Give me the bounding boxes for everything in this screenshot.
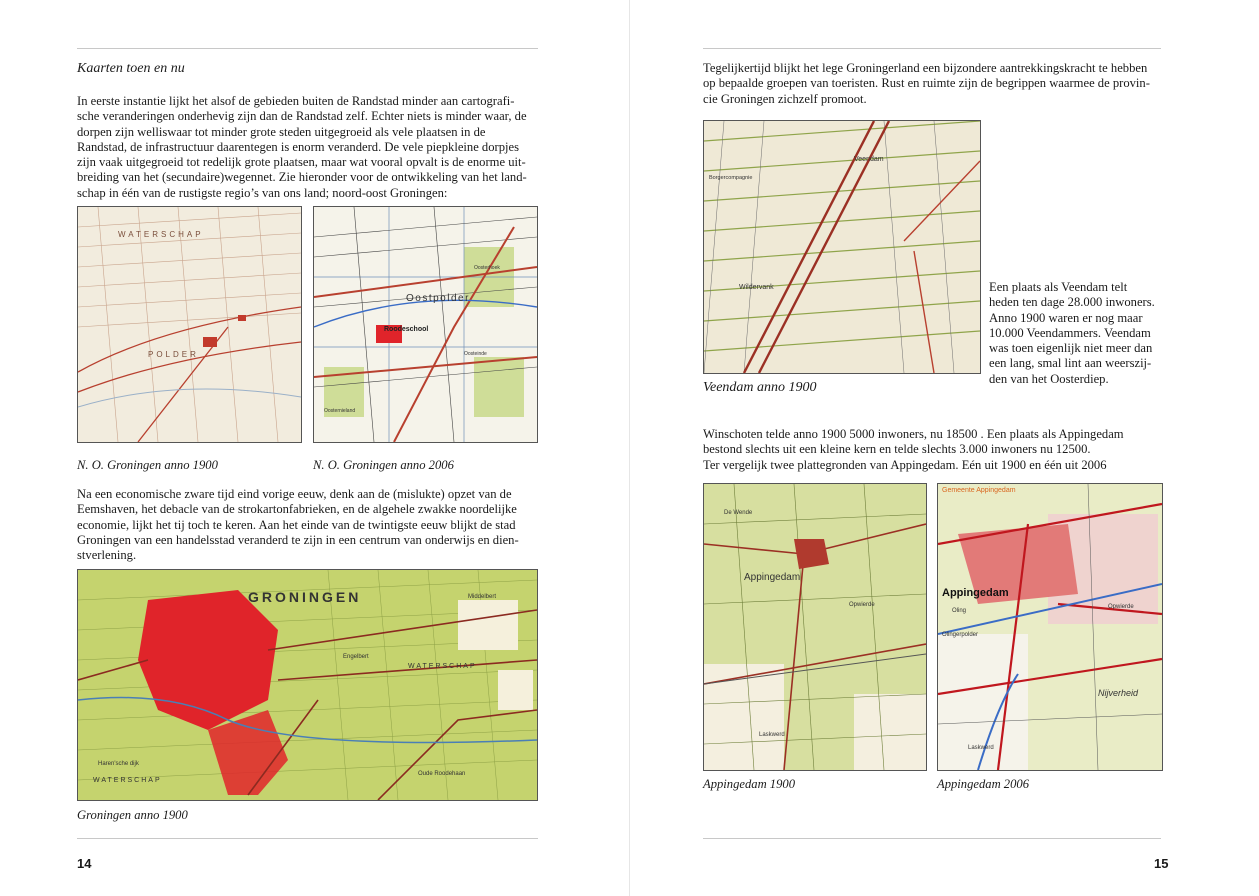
text-line: Een plaats als Veendam telt — [989, 280, 1128, 294]
map-label: Haren'sche dijk — [98, 761, 139, 767]
text-line: stverlening. — [77, 548, 137, 563]
text-line: zijn vaak uitgegroeid tot redelijk grote plaatsen, maar wat vooral opvalt is de enorme uit- — [77, 155, 526, 170]
top-rule-left — [77, 48, 538, 49]
veendam-paragraph — [989, 280, 1169, 387]
map-label: GRONINGEN — [248, 589, 362, 605]
map-label: Wildervank — [739, 284, 774, 291]
page-gutter — [629, 0, 630, 896]
map-label: De Wende — [724, 510, 753, 516]
caption-groningen-1900: Groningen anno 1900 — [77, 808, 188, 822]
text-line: In eerste instantie lijkt het alsof de gebieden buiten de Randstad minder aan cartografi- — [77, 94, 515, 108]
map-label: Olingerpolder — [942, 632, 979, 638]
caption-ne-groningen-1900: N. O. Groningen anno 1900 — [77, 458, 218, 472]
top-rule-right — [703, 48, 1161, 49]
text-line: een lang, smal lint aan weerszij- — [989, 356, 1152, 371]
map-appingedam-1900 — [703, 483, 927, 771]
caption-ne-groningen-2006: N. O. Groningen anno 2006 — [313, 458, 454, 472]
text-line: dorpen zijn welliswaar tot minder grote steden uitgegroeid als vele plaatsen in de — [77, 124, 486, 139]
intro-paragraph — [77, 94, 547, 201]
text-line: Anno 1900 waren er nog maar — [989, 310, 1143, 325]
bottom-rule-left — [77, 838, 538, 839]
caption-appingedam-2006: Appingedam 2006 — [937, 777, 1029, 791]
map-label: Oosterhoek — [474, 265, 500, 271]
text-line: Tegelijkertijd blijkt het lege Groningerland een bijzondere aantrekkingskracht te hebben — [703, 61, 1148, 75]
map-label: Appingedam — [744, 572, 801, 583]
map-label: WATERSCHAP — [118, 230, 204, 239]
map-ne-groningen-1900 — [77, 206, 302, 443]
map-label: Oosternieland — [324, 408, 356, 414]
appingedam-paragraph — [703, 427, 1173, 473]
text-line: heden ten dage 28.000 inwoners. — [989, 295, 1155, 310]
map-label: Oude Roodehaan — [418, 771, 466, 777]
map-label: Veendam — [854, 156, 884, 163]
text-line: 10.000 Veendammers. Veendam — [989, 325, 1151, 340]
text-line: Randstad, de infrastructuur daarentegen is enorm veranderd. De vele piepkleine dorpjes — [77, 139, 520, 154]
section-heading: Kaarten toen en nu — [77, 61, 185, 76]
map-veendam-1900 — [703, 120, 981, 374]
bottom-rule-right — [703, 838, 1161, 839]
text-line: Ter vergelijk twee plattegronden van Appingedam. Eén uit 1900 en één uit 2006 — [703, 457, 1107, 472]
map-label: Roodeschool — [384, 326, 429, 333]
map-label: Engelbert — [343, 654, 369, 660]
map-appingedam-2006 — [937, 483, 1163, 771]
map-label: Middelbert — [468, 594, 497, 600]
text-line: op bepaalde groepen van toeristen. Rust en ruimte zijn de begrippen waarmee de provin- — [703, 76, 1150, 91]
map-label: Gemeente Appingedam — [942, 487, 1016, 494]
text-line: den van het Oosterdiep. — [989, 371, 1109, 386]
text-line: breiding van het (secundaire)wegennet. Zie hieronder voor de ontwikkeling van het land- — [77, 170, 527, 185]
page-number-left: 14 — [77, 856, 92, 871]
map-label: WATERSCHAP — [93, 777, 162, 784]
map-label: Opwierde — [1108, 604, 1134, 610]
text-line: cie Groningen zichzelf promoot. — [703, 91, 867, 106]
text-line: economie, lijkt het tij toch te keren. Aan het einde van de twintigste eeuw blijkt de stad — [77, 517, 516, 532]
text-line: Na een economische zware tijd eind vorige eeuw, denk aan de (mislukte) opzet van de — [77, 487, 512, 501]
text-line: Groningen van een handelsstad veranderd te zijn in een centrum van onderwijs en dien- — [77, 532, 519, 547]
map-label: Laskwerd — [759, 732, 785, 738]
caption-veendam-1900: Veendam anno 1900 — [703, 380, 817, 395]
map-label: POLDER — [148, 350, 199, 359]
map-label: Oling — [952, 608, 967, 614]
text-line: schap in één van de rustigste regio’s van ons land; noord-oost Groningen: — [77, 185, 448, 200]
economy-paragraph — [77, 487, 547, 563]
map-label: Nijverheid — [1098, 688, 1139, 698]
map-label: Appingedam — [942, 587, 1009, 599]
text-line: was toen eigenlijk niet meer dan — [989, 341, 1153, 356]
map-label: Oostpolder — [406, 293, 470, 304]
map-ne-groningen-2006 — [313, 206, 538, 443]
map-label: Laskwerd — [968, 745, 994, 751]
text-line: Winschoten telde anno 1900 5000 inwoners, nu 18500 . Een plaats als Appingedam — [703, 427, 1124, 441]
map-label: WATERSCHAP — [408, 663, 477, 670]
map-label: Opwierde — [849, 602, 875, 608]
page-number-right: 15 — [1154, 856, 1169, 871]
text-line: bestond slechts uit een kleine kern en telde slechts 3.000 inwoners nu 12500. — [703, 442, 1091, 457]
tourism-paragraph — [703, 61, 1173, 107]
map-label: Oosteinde — [464, 351, 487, 357]
map-label: Borgercompagnie — [709, 175, 753, 181]
text-line: sche veranderingen onderhevig zijn dan de Randstad zelf. Echter niets is minder waar, de — [77, 109, 527, 124]
map-groningen-1900 — [77, 569, 538, 801]
text-line: Eemshaven, het debacle van de strokartonfabrieken, en de algehele zwakke noordelijke — [77, 502, 517, 517]
caption-appingedam-1900: Appingedam 1900 — [703, 777, 795, 791]
